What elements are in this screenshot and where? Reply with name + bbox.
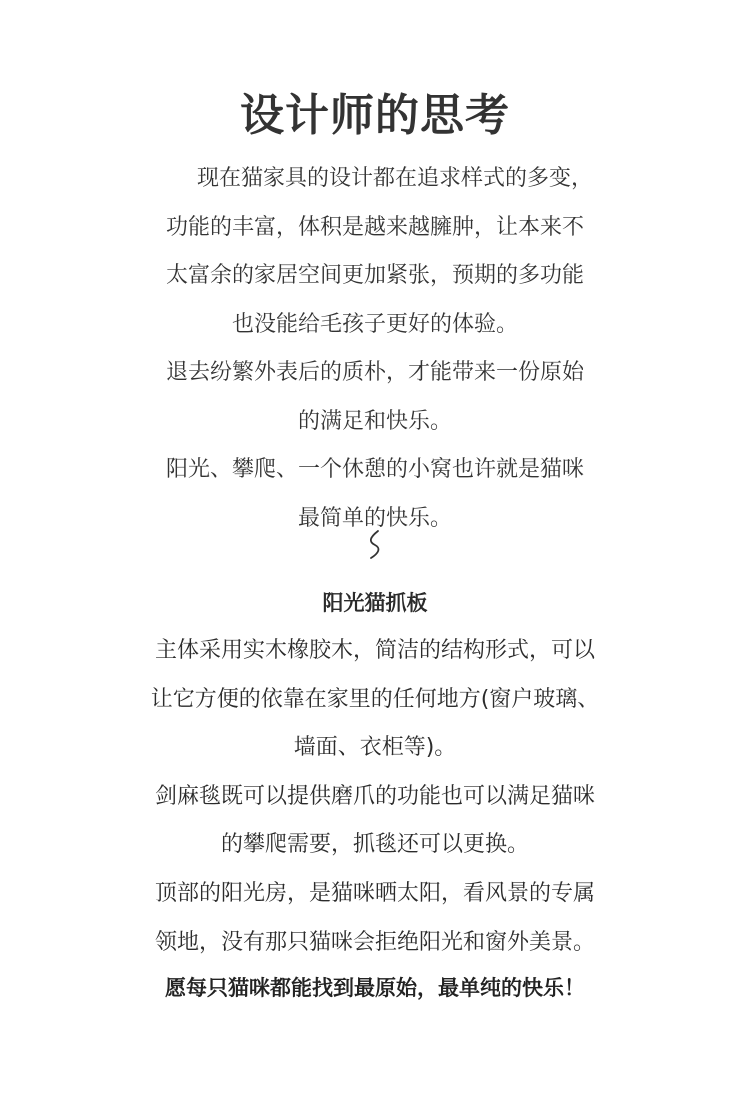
intro-line: 现在猫家具的设计都在追求样式的多变， [196,166,593,191]
section-subtitle: 阳光猫抓板 [322,591,428,615]
feature-line: 主体采用实木橡胶木，简洁的结构形式，可以 [154,638,595,663]
closing-statement: 愿每只猫咪都能找到最原始，最单纯的快乐！ [165,976,585,1000]
feature-line: 让它方便的依靠在家里的任何地方(窗户玻璃、 [150,686,600,712]
intro-line: 功能的丰富，体积是越来越臃肿，让本来不 [165,214,584,240]
tilde-squiggle-icon [0,528,750,568]
squiggle-svg [365,528,385,562]
feature-line: 墙面、衣柜等)。 [293,735,457,761]
intro-line: 太富余的家居空间更加紧张，预期的多功能 [165,263,584,288]
intro-line: 退去纷繁外表后的质朴，才能带来一份原始 [165,360,584,385]
feature-line: 剑麻毯既可以提供磨爪的功能也可以满足猫咪 [154,783,595,809]
intro-line: 阳光、攀爬、一个休憩的小窝也许就是猫咪 [165,457,584,482]
feature-paragraph [0,627,750,967]
feature-line: 领地，没有那只猫咪会拒绝阳光和窗外美景。 [154,929,595,955]
feature-line: 的攀爬需要，抓毯还可以更换。 [220,832,529,858]
intro-line: 也没能给毛孩子更好的体验。 [231,311,518,337]
page-title: 设计师的思考 [240,90,510,141]
intro-line: 的满足和快乐。 [297,408,452,434]
intro-line: 最简单的快乐。 [297,505,452,531]
intro-paragraph [0,155,750,543]
feature-line: 顶部的阳光房，是猫咪晒太阳，看风景的专属 [154,880,595,906]
